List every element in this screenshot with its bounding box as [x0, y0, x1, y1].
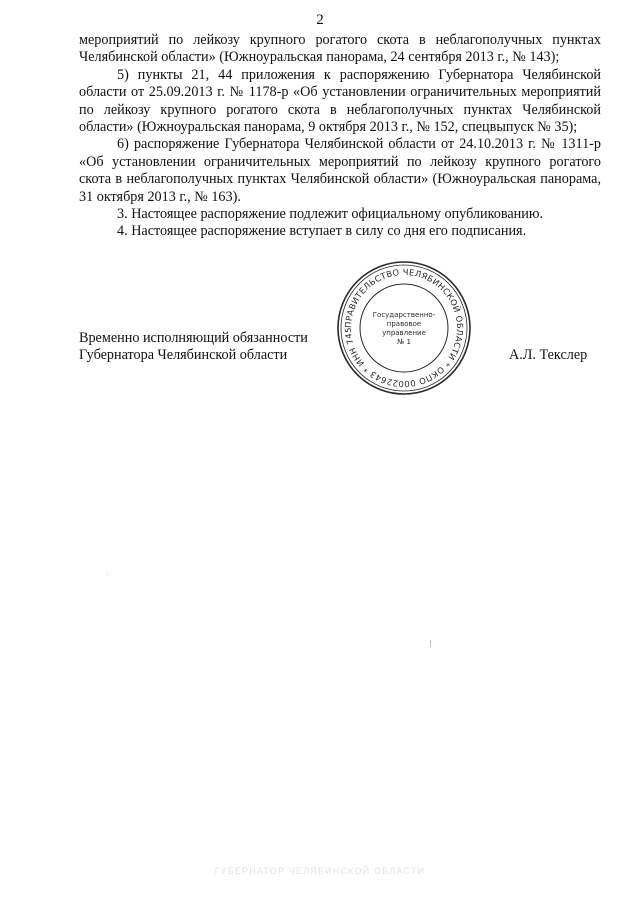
seal-center-line-3: управление — [382, 329, 426, 337]
seal-ring-text: ПРАВИТЕЛЬСТВО ЧЕЛЯБИНСКОЙ ОБЛАСТИ * ОКПО 00022643 * ИНН 745 — [342, 266, 466, 390]
paragraph-item-5: 5) пункты 21, 44 приложения к распоряжению Губернатора Челябинской области от 25.09.2013 г. № 1178-р «Об установлении ограничительных мероприятий по лейкозу крупного рогатого скота в неблагополучных пунктах Челябинской области» (Южноуральская панорама, 9 октября 2013 г., № 152, спецвыпуск № 35); — [79, 66, 601, 136]
scan-speck — [107, 574, 108, 575]
scan-speck — [430, 640, 431, 647]
paragraph-continuation: мероприятий по лейкозу крупного рогатого скота в неблагополучных пунктах Челябинской области» (Южноуральская панорама, 24 сентября 2013 г., № 143); — [79, 32, 601, 66]
seal-center-line-2: правовое — [386, 320, 422, 328]
paragraph-clause-3: 3. Настоящее распоряжение подлежит официальному опубликованию. — [117, 206, 544, 223]
signatory-name: А.Л. Текслер — [509, 347, 588, 363]
document-body — [79, 32, 601, 241]
footer-watermark: ГУБЕРНАТОР ЧЕЛЯБИНСКОЙ ОБЛАСТИ — [214, 866, 426, 876]
seal-center-line-4: № 1 — [397, 338, 411, 346]
signatory-position-line-1: Временно исполняющий обязанности — [79, 330, 308, 346]
signatory-position — [79, 330, 308, 365]
page-number: 2 — [316, 12, 324, 28]
paragraph-clause-4: 4. Настоящее распоряжение вступает в силу со дня его подписания. — [117, 223, 527, 240]
seal-center-line-1: Государственно- — [372, 311, 436, 319]
signatory-position-line-2: Губернатора Челябинской области — [79, 347, 288, 364]
paragraph-item-6: 6) распоряжение Губернатора Челябинской области от 24.10.2013 г. № 1311-р «Об установлении ограничительных мероприятий по лейкозу крупного рогатого скота в неблагополучных пунктах Челябинской области» (Южноуральская панорама, 31 октября 2013 г., № 163). — [79, 136, 601, 205]
official-seal — [336, 260, 472, 396]
